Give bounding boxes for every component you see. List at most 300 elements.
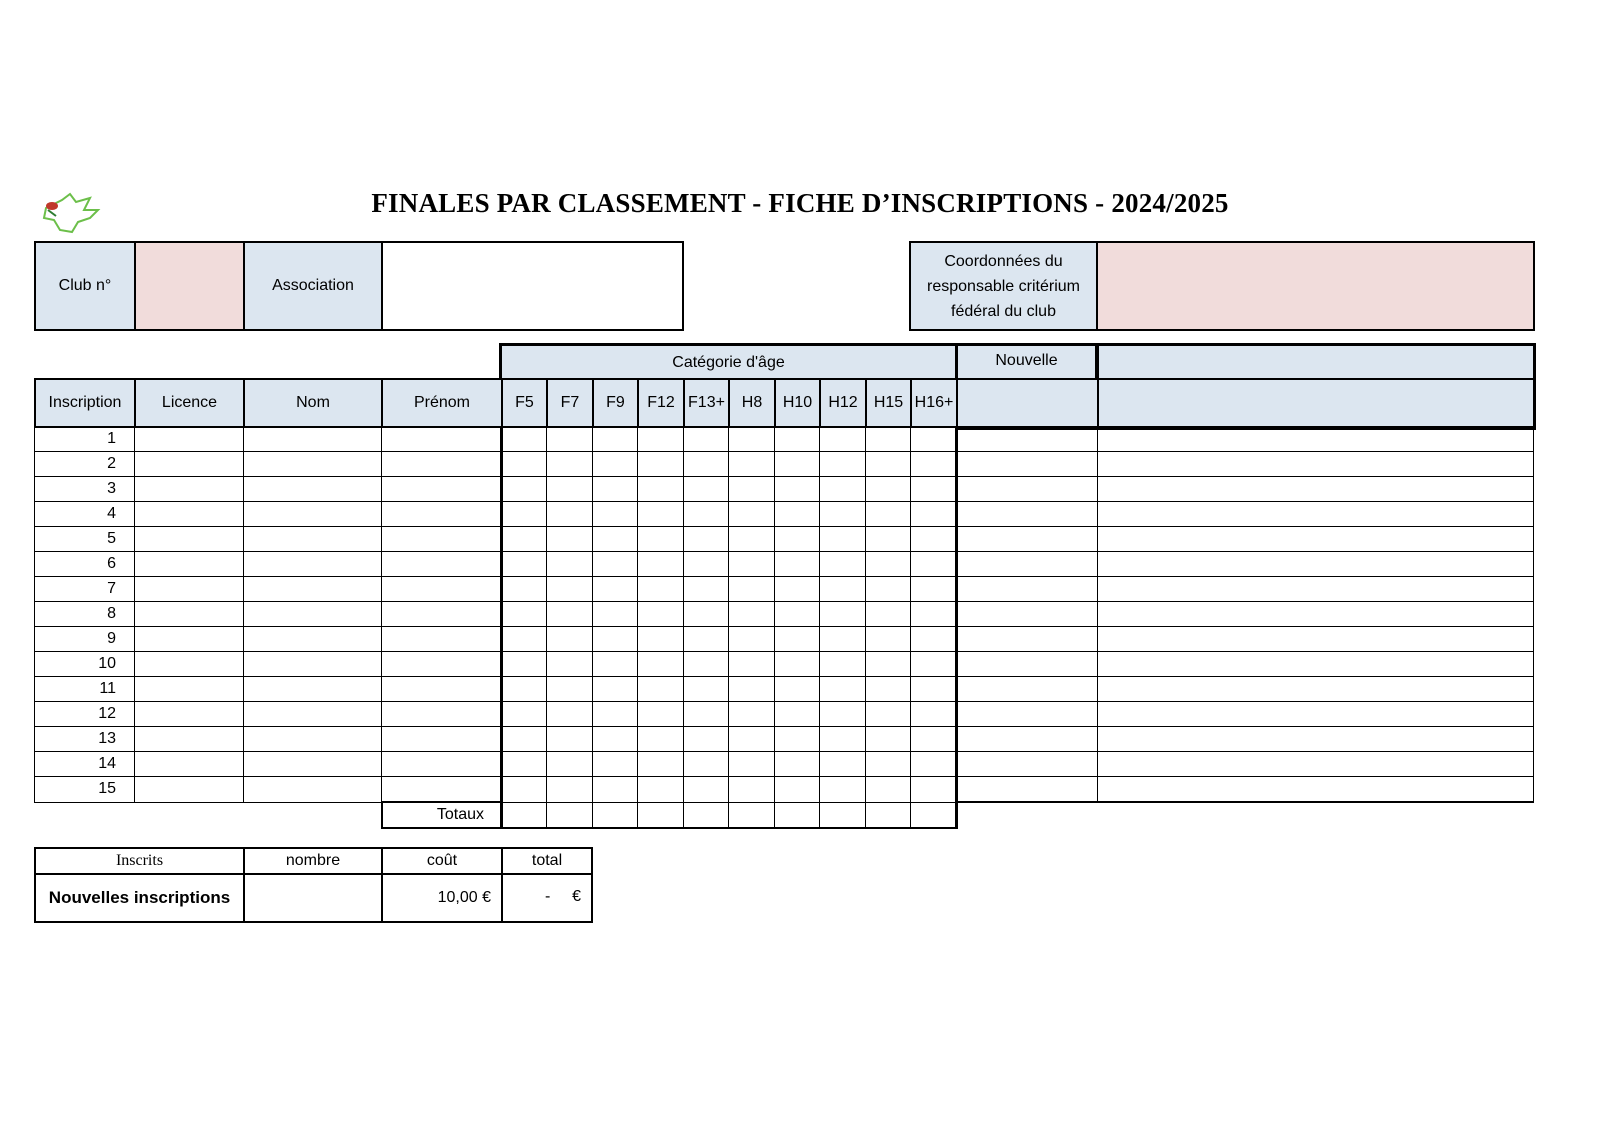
licence-cell[interactable] <box>135 427 244 452</box>
nom-cell[interactable] <box>244 427 382 452</box>
category-cell[interactable] <box>866 552 911 577</box>
nom-cell[interactable] <box>244 777 382 803</box>
row-number: 8 <box>35 602 135 627</box>
category-cell[interactable] <box>911 552 957 577</box>
category-cell[interactable] <box>866 502 911 527</box>
licence-cell[interactable] <box>135 527 244 552</box>
row-number: 6 <box>35 552 135 577</box>
category-cell[interactable] <box>820 777 866 803</box>
row-number: 13 <box>35 727 135 752</box>
category-cell[interactable] <box>638 702 684 727</box>
page-title: FINALES PAR CLASSEMENT - FICHE D’INSCRIPTIONS - 2024/2025 <box>371 188 1229 218</box>
category-cell[interactable] <box>593 602 638 627</box>
licence-cell[interactable] <box>135 602 244 627</box>
col-header-category: H10 <box>775 379 820 427</box>
category-cell[interactable] <box>502 677 547 702</box>
category-cell[interactable] <box>866 702 911 727</box>
nom-cell[interactable] <box>244 602 382 627</box>
table-row <box>35 577 1534 602</box>
category-cell[interactable] <box>911 577 957 602</box>
table-row <box>35 452 1534 477</box>
licence-cell[interactable] <box>135 777 244 803</box>
category-cell[interactable] <box>729 627 775 652</box>
contact-label-line: Coordonnées du <box>944 252 1063 270</box>
row-number: 2 <box>35 452 135 477</box>
category-cell[interactable] <box>820 727 866 752</box>
col-header-category: H8 <box>729 379 775 427</box>
table-row <box>35 702 1534 727</box>
category-cell[interactable] <box>820 427 866 452</box>
new-registration-cell[interactable] <box>957 427 1098 452</box>
prenom-cell[interactable] <box>382 702 502 727</box>
contact-label-line: responsable critérium <box>927 277 1080 295</box>
category-cell[interactable] <box>547 602 593 627</box>
table-row <box>35 627 1534 652</box>
category-cell[interactable] <box>911 427 957 452</box>
category-cell[interactable] <box>729 752 775 777</box>
new-registration-cell[interactable] <box>957 702 1098 727</box>
category-cell[interactable] <box>729 702 775 727</box>
prenom-cell[interactable] <box>382 452 502 477</box>
category-cell[interactable] <box>593 452 638 477</box>
category-total-cell[interactable] <box>547 802 593 828</box>
category-cell[interactable] <box>684 577 729 602</box>
category-cell[interactable] <box>775 677 820 702</box>
email-cell[interactable] <box>1098 727 1534 752</box>
category-cell[interactable] <box>820 477 866 502</box>
summary-header-total: total <box>502 848 592 874</box>
category-cell[interactable] <box>593 477 638 502</box>
prenom-cell[interactable] <box>382 627 502 652</box>
category-cell[interactable] <box>729 452 775 477</box>
summary-header-inscrits: Inscrits <box>35 848 244 874</box>
category-cell[interactable] <box>638 527 684 552</box>
email-cell[interactable] <box>1098 677 1534 702</box>
summary-header-nombre: nombre <box>244 848 382 874</box>
nom-cell[interactable] <box>244 627 382 652</box>
category-cell[interactable] <box>502 777 547 803</box>
email-cell[interactable] <box>1098 652 1534 677</box>
summary-row-label: Nouvelles inscriptions <box>35 874 244 922</box>
category-cell[interactable] <box>684 527 729 552</box>
new-registration-cell[interactable] <box>957 577 1098 602</box>
col-header-category: H16+ <box>911 379 957 427</box>
association-field[interactable] <box>382 242 683 330</box>
summary-table <box>34 847 593 923</box>
category-cell[interactable] <box>684 502 729 527</box>
new-registration-cell[interactable] <box>957 777 1098 803</box>
table-row <box>35 777 1534 803</box>
row-number: 5 <box>35 527 135 552</box>
category-cell[interactable] <box>775 652 820 677</box>
category-cell[interactable] <box>593 702 638 727</box>
category-cell[interactable] <box>593 527 638 552</box>
category-cell[interactable] <box>638 477 684 502</box>
registration-rows <box>34 426 1534 829</box>
nom-cell[interactable] <box>244 477 382 502</box>
prenom-cell[interactable] <box>382 577 502 602</box>
category-cell[interactable] <box>547 527 593 552</box>
category-cell[interactable] <box>820 602 866 627</box>
totals-spacer <box>244 802 382 828</box>
category-cell[interactable] <box>911 627 957 652</box>
category-cell[interactable] <box>866 452 911 477</box>
new-registration-cell[interactable] <box>957 627 1098 652</box>
email-cell[interactable] <box>1098 777 1534 803</box>
email-cell[interactable] <box>1098 527 1534 552</box>
category-cell[interactable] <box>820 752 866 777</box>
licence-cell[interactable] <box>135 677 244 702</box>
club-number-label: Club n° <box>35 242 135 330</box>
category-cell[interactable] <box>729 427 775 452</box>
club-info-box <box>34 241 684 331</box>
header-spacer <box>1098 379 1534 427</box>
prenom-cell[interactable] <box>382 427 502 452</box>
email-cell[interactable] <box>1098 502 1534 527</box>
category-cell[interactable] <box>638 627 684 652</box>
nom-cell[interactable] <box>244 452 382 477</box>
category-cell[interactable] <box>729 502 775 527</box>
summary-total-cell <box>502 874 592 922</box>
category-cell[interactable] <box>593 552 638 577</box>
category-total-cell[interactable] <box>593 802 638 828</box>
category-total-cell[interactable] <box>502 802 547 828</box>
category-cell[interactable] <box>775 727 820 752</box>
licence-cell[interactable] <box>135 702 244 727</box>
nom-cell[interactable] <box>244 702 382 727</box>
category-cell[interactable] <box>866 527 911 552</box>
category-cell[interactable] <box>775 452 820 477</box>
category-cell[interactable] <box>775 527 820 552</box>
category-cell[interactable] <box>820 577 866 602</box>
email-cell[interactable] <box>1098 752 1534 777</box>
category-cell[interactable] <box>547 777 593 803</box>
category-cell[interactable] <box>593 777 638 803</box>
prenom-cell[interactable] <box>382 602 502 627</box>
summary-total-currency: € <box>572 888 581 905</box>
category-cell[interactable] <box>638 552 684 577</box>
prenom-cell[interactable] <box>382 677 502 702</box>
new-registration-cell[interactable] <box>957 502 1098 527</box>
new-registration-cell[interactable] <box>957 752 1098 777</box>
category-cell[interactable] <box>820 702 866 727</box>
category-cell[interactable] <box>775 702 820 727</box>
email-cell[interactable] <box>1098 702 1534 727</box>
licence-cell[interactable] <box>135 577 244 602</box>
category-cell[interactable] <box>866 652 911 677</box>
association-label: Association <box>244 242 382 330</box>
club-number-field[interactable] <box>135 242 244 330</box>
category-cell[interactable] <box>638 752 684 777</box>
category-cell[interactable] <box>547 502 593 527</box>
category-cell[interactable] <box>729 477 775 502</box>
category-cell[interactable] <box>775 627 820 652</box>
category-cell[interactable] <box>775 752 820 777</box>
category-cell[interactable] <box>547 552 593 577</box>
new-registration-cell[interactable] <box>957 527 1098 552</box>
col-header-category: H15 <box>866 379 911 427</box>
category-cell[interactable] <box>729 727 775 752</box>
category-cell[interactable] <box>638 727 684 752</box>
category-cell[interactable] <box>547 427 593 452</box>
prenom-cell[interactable] <box>382 502 502 527</box>
nom-cell[interactable] <box>244 677 382 702</box>
category-cell[interactable] <box>593 627 638 652</box>
category-cell[interactable] <box>547 627 593 652</box>
new-registration-cell[interactable] <box>957 727 1098 752</box>
category-cell[interactable] <box>775 577 820 602</box>
category-cell[interactable] <box>911 477 957 502</box>
category-cell[interactable] <box>866 677 911 702</box>
nom-cell[interactable] <box>244 527 382 552</box>
category-total-cell[interactable] <box>638 802 684 828</box>
category-cell[interactable] <box>502 652 547 677</box>
category-cell[interactable] <box>775 477 820 502</box>
category-total-cell[interactable] <box>775 802 820 828</box>
table-row <box>35 527 1534 552</box>
summary-header-cout: coût <box>382 848 502 874</box>
category-cell[interactable] <box>593 677 638 702</box>
category-cell[interactable] <box>729 602 775 627</box>
licence-cell[interactable] <box>135 452 244 477</box>
category-cell[interactable] <box>775 602 820 627</box>
category-cell[interactable] <box>729 652 775 677</box>
category-cell[interactable] <box>684 477 729 502</box>
registration-table <box>34 378 1535 428</box>
category-cell[interactable] <box>866 427 911 452</box>
category-cell[interactable] <box>820 652 866 677</box>
email-cell[interactable] <box>1098 452 1534 477</box>
col-header-category: F13+ <box>684 379 729 427</box>
category-total-cell[interactable] <box>911 802 957 828</box>
category-cell[interactable] <box>729 777 775 803</box>
nom-cell[interactable] <box>244 727 382 752</box>
table-row <box>35 727 1534 752</box>
summary-total-value: - <box>545 888 551 905</box>
category-cell[interactable] <box>684 652 729 677</box>
nom-cell[interactable] <box>244 577 382 602</box>
category-cell[interactable] <box>911 602 957 627</box>
category-cell[interactable] <box>775 552 820 577</box>
row-number: 7 <box>35 577 135 602</box>
new-registration-cell[interactable] <box>957 452 1098 477</box>
category-total-cell[interactable] <box>866 802 911 828</box>
category-cell[interactable] <box>684 552 729 577</box>
category-cell[interactable] <box>911 502 957 527</box>
category-cell[interactable] <box>547 727 593 752</box>
row-number: 9 <box>35 627 135 652</box>
category-cell[interactable] <box>820 677 866 702</box>
table-row <box>35 502 1534 527</box>
category-cell[interactable] <box>866 627 911 652</box>
category-cell[interactable] <box>684 777 729 803</box>
category-cell[interactable] <box>684 752 729 777</box>
category-cell[interactable] <box>547 752 593 777</box>
category-cell[interactable] <box>911 652 957 677</box>
category-cell[interactable] <box>502 602 547 627</box>
category-cell[interactable] <box>547 652 593 677</box>
category-cell[interactable] <box>684 452 729 477</box>
email-cell[interactable] <box>1098 552 1534 577</box>
email-cell[interactable] <box>1098 577 1534 602</box>
category-cell[interactable] <box>729 527 775 552</box>
category-cell[interactable] <box>502 577 547 602</box>
row-number: 15 <box>35 777 135 803</box>
category-cell[interactable] <box>502 702 547 727</box>
category-cell[interactable] <box>911 527 957 552</box>
new-registration-cell[interactable] <box>957 652 1098 677</box>
nom-cell[interactable] <box>244 552 382 577</box>
category-cell[interactable] <box>638 427 684 452</box>
row-number: 10 <box>35 652 135 677</box>
col-header-category: F7 <box>547 379 593 427</box>
prenom-cell[interactable] <box>382 652 502 677</box>
category-cell[interactable] <box>502 452 547 477</box>
category-cell[interactable] <box>638 502 684 527</box>
category-cell[interactable] <box>684 727 729 752</box>
col-header-nom: Nom <box>244 379 382 427</box>
totals-spacer <box>957 802 1098 828</box>
col-header-category: H12 <box>820 379 866 427</box>
row-number: 14 <box>35 752 135 777</box>
table-row <box>35 427 1534 452</box>
category-cell[interactable] <box>729 677 775 702</box>
category-cell[interactable] <box>593 577 638 602</box>
category-total-cell[interactable] <box>820 802 866 828</box>
age-category-header: Catégorie d'âge <box>499 343 958 381</box>
category-cell[interactable] <box>684 677 729 702</box>
licence-cell[interactable] <box>135 502 244 527</box>
new-registration-line: Nouvelle <box>995 352 1058 369</box>
col-header-category: F5 <box>502 379 547 427</box>
prenom-cell[interactable] <box>382 777 502 803</box>
category-cell[interactable] <box>638 602 684 627</box>
category-cell[interactable] <box>911 777 957 803</box>
category-cell[interactable] <box>638 452 684 477</box>
table-row <box>35 602 1534 627</box>
summary-nombre-field[interactable] <box>244 874 382 922</box>
category-cell[interactable] <box>820 452 866 477</box>
category-cell[interactable] <box>866 477 911 502</box>
category-cell[interactable] <box>502 527 547 552</box>
category-cell[interactable] <box>502 427 547 452</box>
category-cell[interactable] <box>502 502 547 527</box>
row-number: 1 <box>35 427 135 452</box>
category-cell[interactable] <box>502 727 547 752</box>
licence-cell[interactable] <box>135 652 244 677</box>
category-cell[interactable] <box>547 702 593 727</box>
category-cell[interactable] <box>593 752 638 777</box>
category-cell[interactable] <box>866 727 911 752</box>
category-cell[interactable] <box>684 427 729 452</box>
category-cell[interactable] <box>547 677 593 702</box>
nom-cell[interactable] <box>244 752 382 777</box>
header-spacer <box>957 379 1098 427</box>
category-cell[interactable] <box>866 602 911 627</box>
category-cell[interactable] <box>820 627 866 652</box>
new-registration-cell[interactable] <box>957 677 1098 702</box>
category-cell[interactable] <box>775 777 820 803</box>
category-cell[interactable] <box>911 727 957 752</box>
prenom-cell[interactable] <box>382 477 502 502</box>
contact-label <box>910 242 1097 330</box>
category-cell[interactable] <box>502 627 547 652</box>
category-cell[interactable] <box>911 702 957 727</box>
prenom-cell[interactable] <box>382 552 502 577</box>
licence-cell[interactable] <box>135 552 244 577</box>
category-cell[interactable] <box>866 777 911 803</box>
category-cell[interactable] <box>593 502 638 527</box>
email-cell[interactable] <box>1098 427 1534 452</box>
category-cell[interactable] <box>911 677 957 702</box>
category-cell[interactable] <box>547 577 593 602</box>
category-cell[interactable] <box>638 577 684 602</box>
category-cell[interactable] <box>911 752 957 777</box>
new-registration-cell[interactable] <box>957 477 1098 502</box>
category-cell[interactable] <box>684 602 729 627</box>
totals-spacer <box>35 802 135 828</box>
prenom-cell[interactable] <box>382 727 502 752</box>
category-cell[interactable] <box>820 527 866 552</box>
category-cell[interactable] <box>547 477 593 502</box>
category-cell[interactable] <box>684 627 729 652</box>
category-cell[interactable] <box>547 452 593 477</box>
new-registration-cell[interactable] <box>957 552 1098 577</box>
category-total-cell[interactable] <box>684 802 729 828</box>
contact-field[interactable] <box>1097 242 1534 330</box>
category-total-cell[interactable] <box>729 802 775 828</box>
category-cell[interactable] <box>593 652 638 677</box>
contact-info-box <box>909 241 1535 331</box>
category-cell[interactable] <box>775 502 820 527</box>
category-cell[interactable] <box>820 502 866 527</box>
totals-label: Totaux <box>382 802 502 828</box>
licence-cell[interactable] <box>135 627 244 652</box>
new-registration-cell[interactable] <box>957 602 1098 627</box>
category-cell[interactable] <box>638 652 684 677</box>
category-cell[interactable] <box>593 727 638 752</box>
email-cell[interactable] <box>1098 477 1534 502</box>
category-cell[interactable] <box>638 777 684 803</box>
category-cell[interactable] <box>729 577 775 602</box>
category-cell[interactable] <box>911 452 957 477</box>
category-cell[interactable] <box>729 552 775 577</box>
licence-cell[interactable] <box>135 727 244 752</box>
totals-spacer <box>135 802 244 828</box>
email-cell[interactable] <box>1098 602 1534 627</box>
category-cell[interactable] <box>866 752 911 777</box>
category-cell[interactable] <box>684 702 729 727</box>
category-cell[interactable] <box>638 677 684 702</box>
summary-cout-value: 10,00 € <box>382 874 502 922</box>
category-cell[interactable] <box>775 427 820 452</box>
row-number: 3 <box>35 477 135 502</box>
category-cell[interactable] <box>593 427 638 452</box>
licence-cell[interactable] <box>135 752 244 777</box>
nom-cell[interactable] <box>244 502 382 527</box>
email-cell[interactable] <box>1098 627 1534 652</box>
row-number: 12 <box>35 702 135 727</box>
category-cell[interactable] <box>502 477 547 502</box>
prenom-cell[interactable] <box>382 527 502 552</box>
category-cell[interactable] <box>502 752 547 777</box>
prenom-cell[interactable] <box>382 752 502 777</box>
licence-cell[interactable] <box>135 477 244 502</box>
category-cell[interactable] <box>502 552 547 577</box>
category-cell[interactable] <box>820 552 866 577</box>
nom-cell[interactable] <box>244 652 382 677</box>
category-cell[interactable] <box>866 577 911 602</box>
